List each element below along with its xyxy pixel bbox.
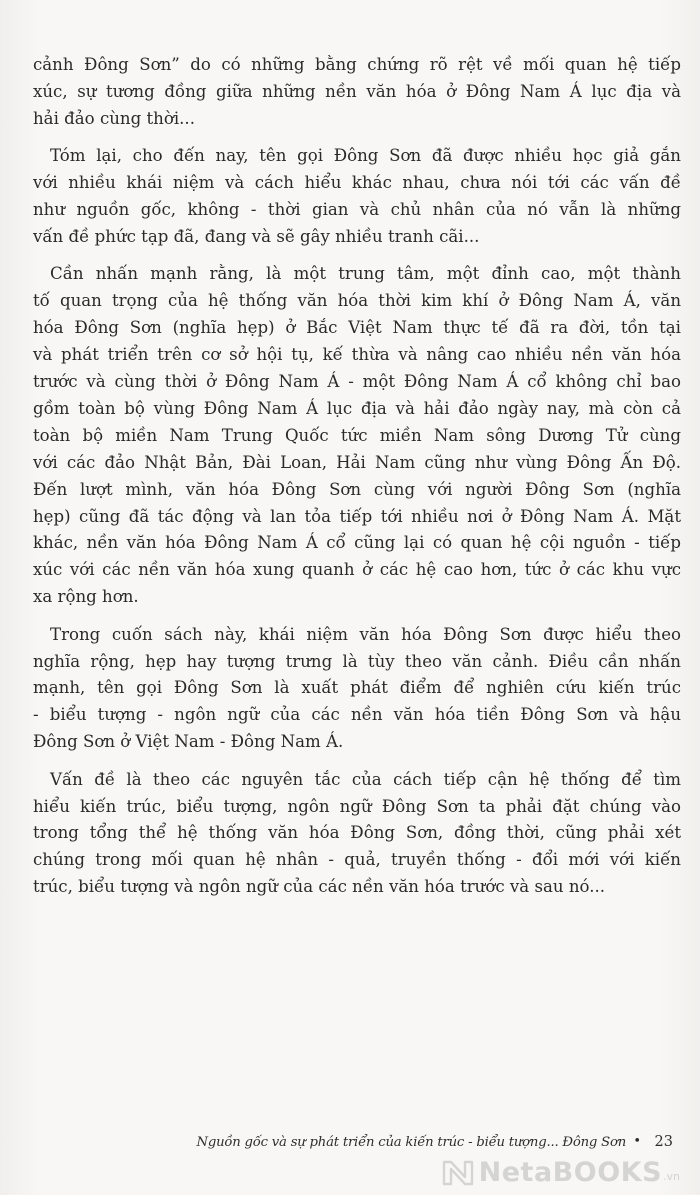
text-line: - biểu tượng - ngôn ngữ của các nền văn hóa tiền Đông Sơn và hậu xyxy=(33,705,682,725)
text-line: nghĩa rộng, hẹp hay tượng trưng là tùy theo văn cảnh. Điều cần nhấn xyxy=(33,651,681,671)
text-line: Đông Sơn ở Việt Nam - Đông Nam Á. xyxy=(33,732,344,752)
text-line: với nhiều khái niệm và cách hiểu khác nhau, chưa nói tới các vấn đề xyxy=(33,173,681,193)
text-line: hải đảo cùng thời... xyxy=(33,108,195,128)
text-line: Trong cuốn sách này, khái niệm văn hóa Đông Sơn được hiểu theo xyxy=(50,624,682,644)
text-line: chúng trong mối quan hệ nhân - quả, truyền thống - đổi mới với kiến xyxy=(33,850,681,870)
text-line: hẹp) cũng đã tác động và lan tỏa tiếp tới nhiều nơi ở Đông Nam Á. Mặt xyxy=(33,506,681,526)
paragraph-p3 xyxy=(33,261,681,611)
text-line: trước và cùng thời ở Đông Nam Á - một Đông Nam Á cổ không chỉ bao xyxy=(33,371,681,391)
text-line: trúc, biểu tượng và ngôn ngữ của các nền văn hóa trước và sau nó... xyxy=(33,877,606,897)
paragraph-p4 xyxy=(33,622,681,757)
watermark-text: NetaBOOKS xyxy=(478,1156,663,1188)
text-line: hiểu kiến trúc, biểu tượng, ngôn ngữ Đông Sơn ta phải đặt chúng vào xyxy=(33,796,681,816)
netabooks-logo-icon xyxy=(441,1157,475,1187)
paragraph-gap xyxy=(33,611,681,622)
paragraph-gap xyxy=(33,756,681,767)
text-line: Tóm lại, cho đến nay, tên gọi Đông Sơn đã được nhiều học giả gắn xyxy=(50,146,681,166)
paragraph-gap xyxy=(33,251,681,262)
text-line: với các đảo Nhật Bản, Đài Loan, Hải Nam cũng như vùng Đông Ấn Độ. xyxy=(33,452,681,472)
text-line: vấn đề phức tạp đã, đang và sẽ gây nhiều tranh cãi... xyxy=(33,226,480,246)
text-line: mạnh, tên gọi Đông Sơn là xuất phát điểm để nghiên cứu kiến trúc xyxy=(33,678,682,698)
paragraph-p1 xyxy=(33,52,681,133)
page-number: 23 xyxy=(654,1134,673,1150)
text-line: toàn bộ miền Nam Trung Quốc tức miền Nam sông Dương Tử cùng xyxy=(33,425,681,445)
text-line: xúc với các nền văn hóa xung quanh ở các hệ cao hơn, tức ở các khu vực xyxy=(33,560,681,580)
text-line: gồm toàn bộ vùng Đông Nam Á lục địa và hải đảo ngày nay, mà còn cả xyxy=(33,398,681,418)
watermark-suffix: .vn xyxy=(663,1170,680,1183)
text-line: hóa Đông Sơn (nghĩa hẹp) ở Bắc Việt Nam thực tế đã ra đời, tồn tại xyxy=(33,318,681,338)
text-line: xúc, sự tương đồng giữa những nền văn hóa ở Đông Nam Á lục địa và xyxy=(33,81,682,101)
text-line: Cần nhấn mạnh rằng, là một trung tâm, một đỉnh cao, một thành xyxy=(50,264,681,284)
text-line: và phát triển trên cơ sở hội tụ, kế thừa và nâng cao nhiều nền văn hóa xyxy=(33,345,681,365)
text-line: khác, nền văn hóa Đông Nam Á cổ cũng lại có quan hệ cội nguồn - tiếp xyxy=(33,533,681,553)
watermark xyxy=(441,1155,680,1189)
footer-bullet: • xyxy=(633,1134,641,1149)
text-line: Đến lượt mình, văn hóa Đông Sơn cùng với người Đông Sơn (nghĩa xyxy=(33,479,681,499)
text-line: như nguồn gốc, không - thời gian và chủ nhân của nó vẫn là những xyxy=(33,200,681,220)
running-head: Nguồn gốc và sự phát triển của kiến trúc - biểu tượng... Đông Sơn xyxy=(196,1135,626,1150)
text-line: trong tổng thể hệ thống văn hóa Đông Sơn, đồng thời, cũng phải xét xyxy=(33,823,682,843)
paragraph-gap xyxy=(33,133,681,144)
page-body xyxy=(33,52,681,901)
paragraph-p2 xyxy=(33,143,681,251)
text-line: tố quan trọng của hệ thống văn hóa thời kim khí ở Đông Nam Á, văn xyxy=(33,291,682,311)
text-line: cảnh Đông Sơn” do có những bằng chứng rõ rệt về mối quan hệ tiếp xyxy=(33,55,681,74)
text-line: xa rộng hơn. xyxy=(33,587,139,607)
text-line: Vấn đề là theo các nguyên tắc của cách tiếp cận hệ thống để tìm xyxy=(50,769,681,789)
paragraph-p5 xyxy=(33,767,681,902)
